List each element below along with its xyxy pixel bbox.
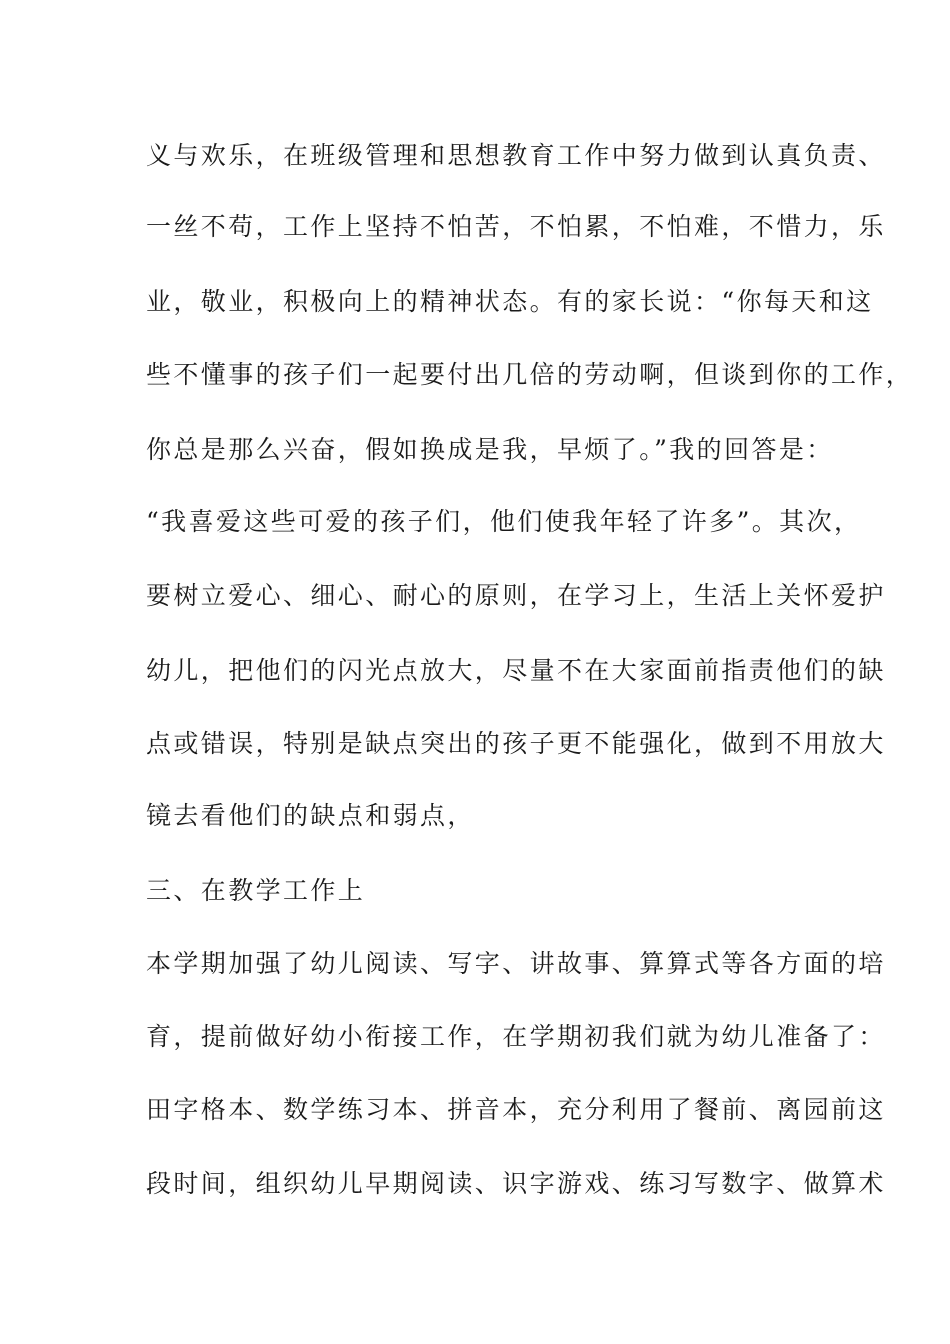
body-text-line: “我喜爱这些可爱的孩子们，他们使我年轻了许多”。其次， (146, 507, 862, 536)
body-text-line: 田字格本、数学练习本、拼音本，充分利用了餐前、离园前这 (146, 1095, 886, 1124)
body-text-line: 义与欢乐，在班级管理和思想教育工作中努力做到认真负责、 (146, 141, 886, 170)
body-text-line: 一丝不苟，工作上坚持不怕苦，不怕累，不怕难，不惜力，乐 (146, 212, 886, 241)
body-text-line: 点或错误，特别是缺点突出的孩子更不能强化，做到不用放大 (146, 729, 886, 758)
body-text-line: 些不懂事的孩子们一起要付出几倍的劳动啊，但谈到你的工作， (146, 360, 914, 389)
body-text-line: 本学期加强了幼儿阅读、写字、讲故事、算算式等各方面的培 (146, 949, 886, 978)
body-text-line: 育，提前做好幼小衔接工作，在学期初我们就为幼儿准备了： (146, 1022, 886, 1051)
body-text-line: 镜去看他们的缺点和弱点， (146, 801, 475, 830)
body-text-line: 要树立爱心、细心、耐心的原则，在学习上，生活上关怀爱护 (146, 581, 886, 610)
body-text-line: 业，敬业，积极向上的精神状态。有的家长说：“你每天和这 (146, 287, 874, 316)
body-text-line: 幼儿，把他们的闪光点放大，尽量不在大家面前指责他们的缺 (146, 656, 886, 685)
section-heading: 三、在教学工作上 (146, 876, 366, 905)
body-text-line: 段时间，组织幼儿早期阅读、识字游戏、练习写数字、做算术 (146, 1169, 886, 1198)
body-text-line: 你总是那么兴奋，假如换成是我，早烦了。”我的回答是： (146, 435, 834, 464)
